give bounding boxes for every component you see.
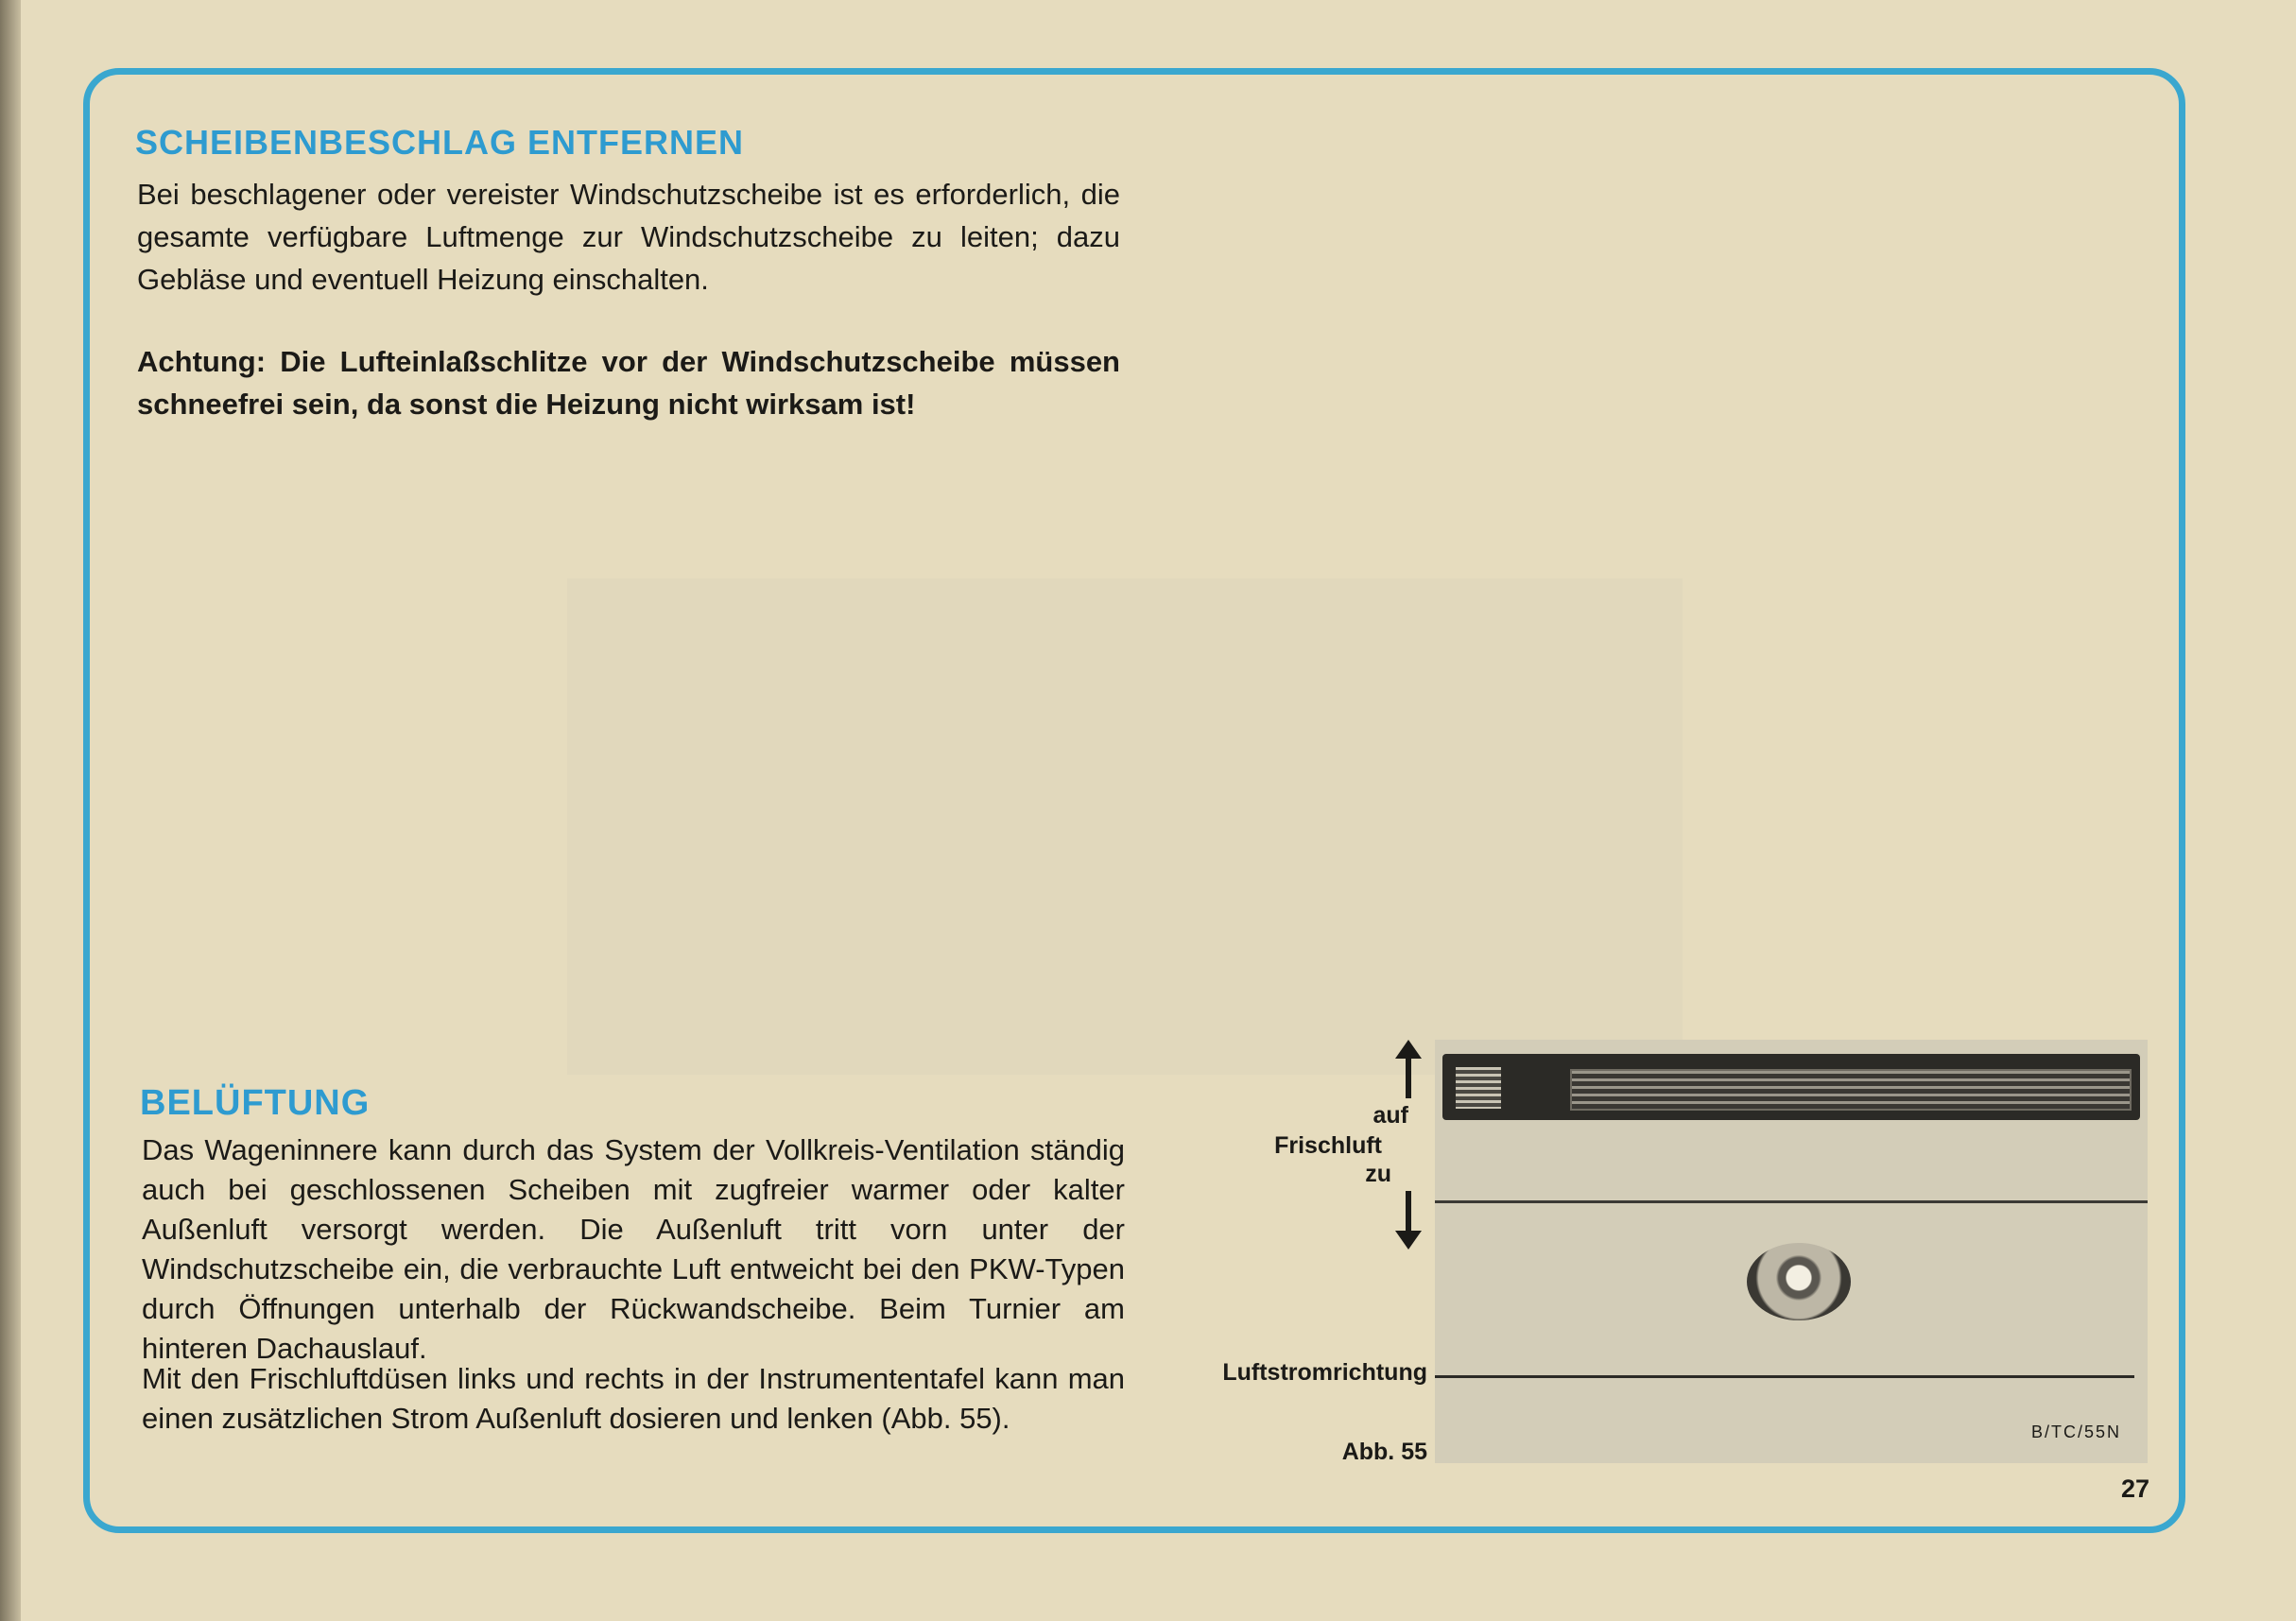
heading-scheibenbeschlag: SCHEIBENBESCHLAG ENTFERNEN — [135, 123, 745, 162]
label-luftstromrichtung: Luftstromrichtung — [1222, 1359, 1427, 1386]
dashboard-trim-line — [1435, 1375, 2134, 1378]
dashboard-vent-photo — [1435, 1040, 2148, 1463]
figure-caption: Abb. 55 — [1341, 1439, 1427, 1465]
page-number: 27 — [2121, 1474, 2150, 1503]
paragraph-ventilation: Das Wageninnere kann durch das System der Vollkreis-Ventilation ständig auch bei geschlossenen Scheiben mit zugfreier warmer oder kalter Außenluft versorgt werden. Die Außenluft tritt vorn unter der Windschutzscheibe ein, die verbrauchte Luft entweicht bei den PKW-Typen durch Öffnungen unterhalb der Rückwandscheibe. Beim Turnier am hinteren Dachauslauf. — [142, 1133, 1125, 1365]
glovebox-lock-knob — [1747, 1243, 1851, 1320]
label-frischluft: Frischluft — [1274, 1132, 1382, 1159]
dashboard-edge — [1435, 1200, 2148, 1203]
warning-paragraph: Achtung: Die Lufteinlaßschlitze vor der Windschutzscheibe müssen schneefrei sein, da sonst die Heizung nicht wirksam ist! — [137, 345, 1120, 421]
paragraph-fresh-air-vents: Mit den Frischluftdüsen links und rechts in der Instrumententafel kann man einen zusätzlichen Strom Außenluft dosieren und lenken (Abb. 55). — [142, 1362, 1125, 1435]
arrow-down-icon — [1391, 1191, 1425, 1250]
fresh-air-vent-strip — [1442, 1054, 2140, 1120]
paragraph-defog: Bei beschlagener oder vereister Windschutzscheibe ist es erforderlich, die gesamte verfügbare Luftmenge zur Windschutzscheibe zu leiten; dazu Gebläse und eventuell Heizung einschalten. — [137, 178, 1120, 296]
arrow-up-icon — [1391, 1040, 1425, 1098]
left-vent-lever — [1456, 1067, 1501, 1109]
label-auf: auf — [1372, 1102, 1408, 1129]
vent-grille — [1570, 1069, 2132, 1111]
page-gutter-shadow — [0, 0, 21, 1621]
photo-reference-code: B/TC/55N — [2030, 1423, 2121, 1441]
heading-belueftung: BELÜFTUNG — [140, 1083, 371, 1123]
label-zu: zu — [1365, 1161, 1391, 1187]
